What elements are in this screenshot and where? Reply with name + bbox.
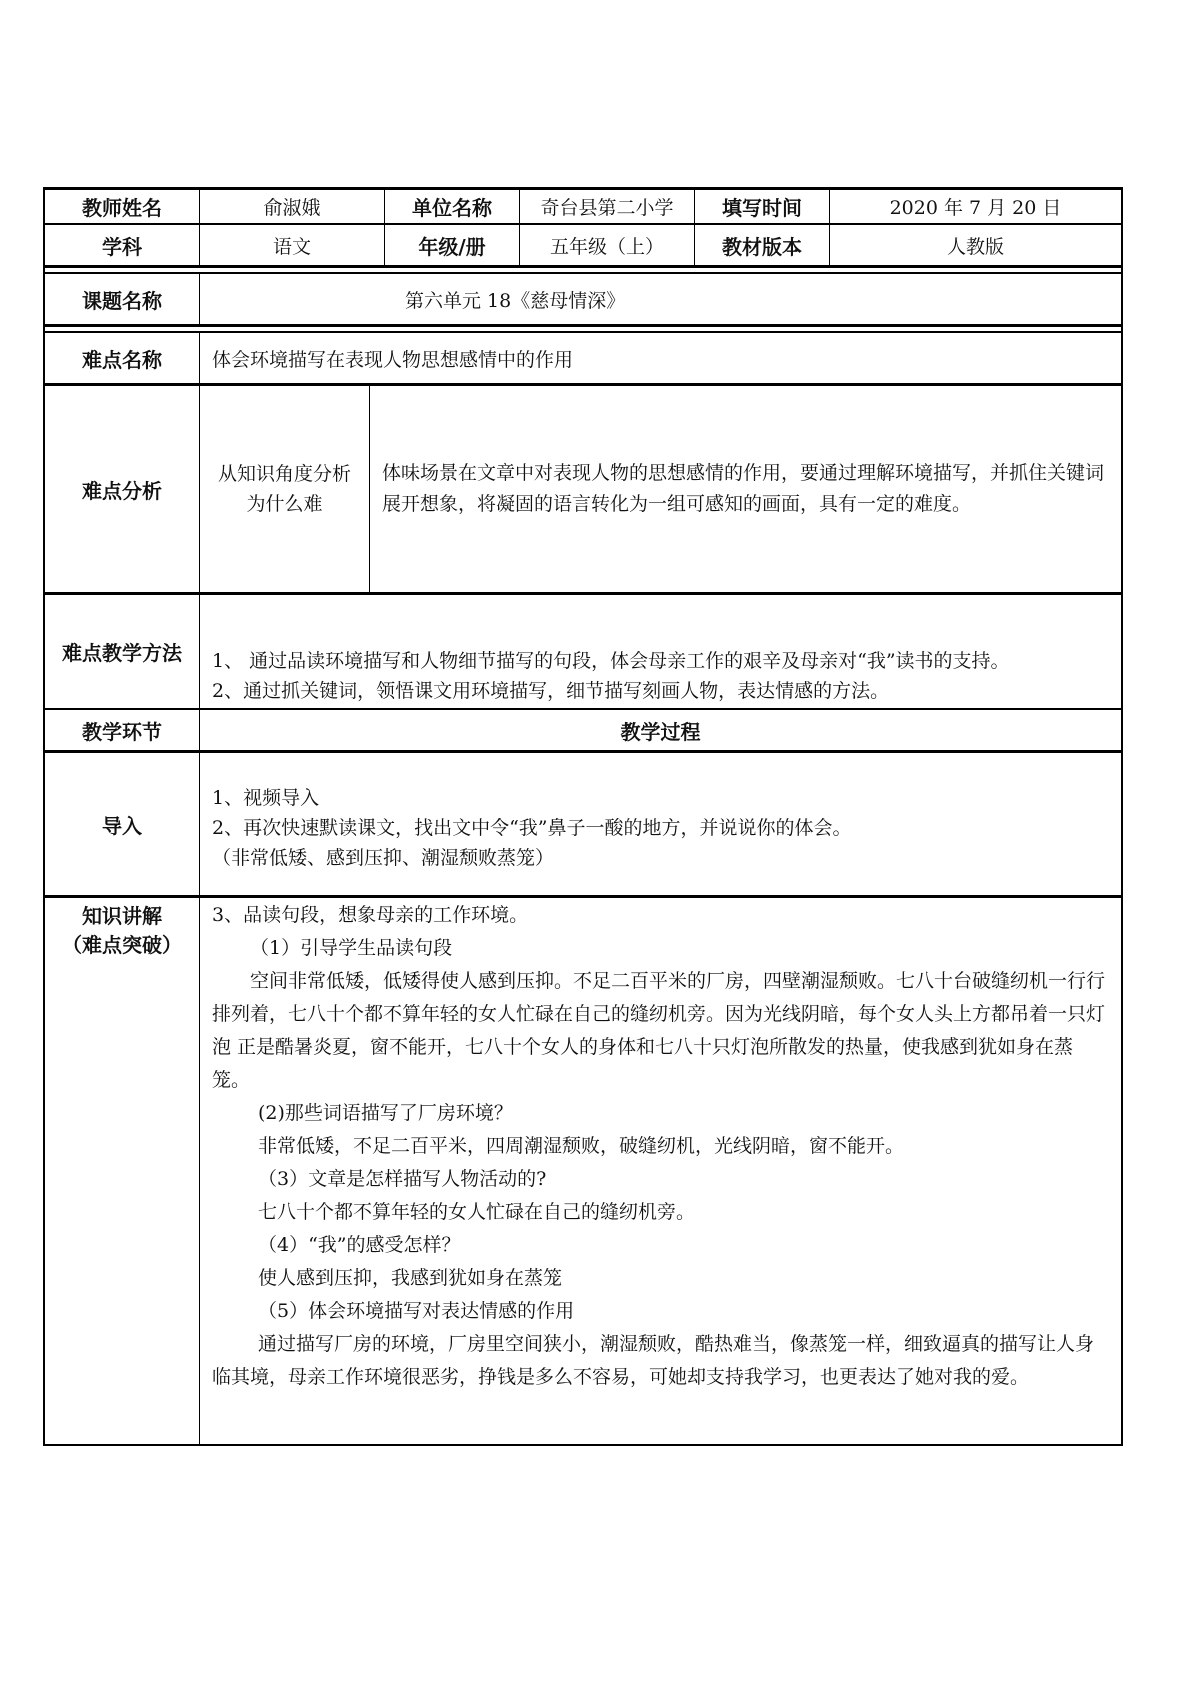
unit-name-value: 奇台县第二小学 [520, 190, 695, 223]
explanation-p11: 通过描写厂房的环境，厂房里空间狭小，潮湿颓败，酷热难当，像蒸笼一样，细致逼真的描写让人身临其境，母亲工作环境很恶劣，挣钱是多么不容易，可她却支持我学习，也更表达了她对我的爱。 [212, 1333, 1095, 1388]
process-header-row [43, 710, 1123, 750]
difficulty-analysis-row [43, 386, 1123, 592]
teaching-method-content [200, 595, 1121, 708]
teacher-name-label: 教师姓名 [45, 190, 200, 223]
topic-label: 课题名称 [45, 274, 200, 324]
intro-line-1: 1、视频导入 [212, 787, 320, 809]
difficulty-name-value: 体会环境描写在表现人物思想感情中的作用 [212, 348, 574, 371]
teaching-stage-label: 教学环节 [45, 710, 200, 750]
difficulty-analysis-sublabel [200, 386, 370, 592]
intro-content [200, 753, 1121, 895]
difficulty-analysis-text: 体味场景在文章中对表现人物的思想感情的作用，要通过理解环境描写，并抓住关键词展开想象，将凝固的语言转化为一组可感知的画面，具有一定的难度。 [382, 462, 1105, 515]
grade-value: 五年级（上） [520, 225, 695, 265]
fill-date-value: 2020 年 7 月 20 日 [889, 197, 1062, 219]
explanation-label-line-1: 知识讲解 [82, 904, 162, 928]
topic-row [43, 274, 1123, 324]
explanation-p6: （3）文章是怎样描写人物活动的? [258, 1168, 547, 1190]
subject-label: 学科 [45, 225, 200, 265]
difficulty-name-label: 难点名称 [45, 333, 200, 383]
teacher-name-value: 俞淑娥 [200, 190, 385, 223]
explanation-p10: （5）体会环境描写对表达情感的作用 [258, 1300, 575, 1322]
method-item-2: 2、通过抓关键词，领悟课文用环境描写，细节描写刻画人物，表达情感的方法。 [212, 680, 890, 702]
explanation-p1: 3、品读句段，想象母亲的工作环境。 [212, 904, 529, 926]
explanation-p8: （4）“我”的感受怎样？ [258, 1234, 461, 1256]
intro-line-2: 2、再次快速默读课文，找出文中令“我”鼻子一酸的地方，并说说你的体会。 [212, 817, 852, 839]
edition-label: 教材版本 [695, 225, 830, 265]
unit-name-label: 单位名称 [385, 190, 520, 223]
fill-date-label: 填写时间 [695, 190, 830, 223]
difficulty-name-row [43, 333, 1123, 383]
sublabel-line-1: 从知识角度分析 [217, 463, 351, 485]
grade-label: 年级/册 [385, 225, 520, 265]
explanation-p5: 非常低矮，不足二百平米，四周潮湿颓败，破缝纫机，光线阴暗，窗不能开。 [258, 1135, 905, 1157]
explanation-p3: 空间非常低矮，低矮得使人感到压抑。不足二百平米的厂房，四壁潮湿颓败。七八十台破缝纫机一行行排列着，七八十个都不算年轻的女人忙碌在自己的缝纫机旁。因为光线阴暗，每个女人头上方都吊着一只灯泡 正是酷暑炎夏，窗不能开，七八十个女人的身体和七八十只灯泡所散发的热量，使我感到犹如身在蒸笼。 [212, 970, 1106, 1091]
teaching-process-label: 教学过程 [620, 719, 701, 744]
method-item-1: 1、 通过品读环境描写和人物细节描写的句段，体会母亲工作的艰辛及母亲对“我”读书的支持。 [212, 650, 1010, 672]
lesson-plan-table [43, 187, 1123, 1446]
explanation-content [200, 898, 1121, 1444]
topic-value: 第六单元 18《慈母情深》 [405, 289, 626, 312]
explanation-p2: （1）引导学生品读句段 [250, 937, 453, 959]
intro-line-3: （非常低矮、感到压抑、潮湿颓败蒸笼） [212, 847, 555, 869]
explanation-p7: 七八十个都不算年轻的女人忙碌在自己的缝纫机旁。 [258, 1201, 696, 1223]
teaching-method-row [43, 595, 1123, 708]
explanation-label-line-2: （难点突破） [62, 933, 182, 957]
explanation-label [45, 898, 200, 1444]
explanation-p9: 使人感到压抑，我感到犹如身在蒸笼 [258, 1267, 563, 1289]
intro-row [43, 753, 1123, 895]
explanation-p4: (2)那些词语描写了厂房环境？ [258, 1102, 513, 1124]
edition-value: 人教版 [946, 235, 1004, 258]
subject-value: 语文 [200, 225, 385, 265]
header-row-1 [43, 190, 1123, 223]
explanation-row [43, 898, 1123, 1446]
intro-label: 导入 [45, 753, 200, 895]
teaching-method-label: 难点教学方法 [45, 595, 200, 708]
header-row-2 [43, 225, 1123, 265]
difficulty-analysis-label: 难点分析 [45, 386, 200, 592]
sublabel-line-2: 为什么难 [246, 493, 323, 515]
